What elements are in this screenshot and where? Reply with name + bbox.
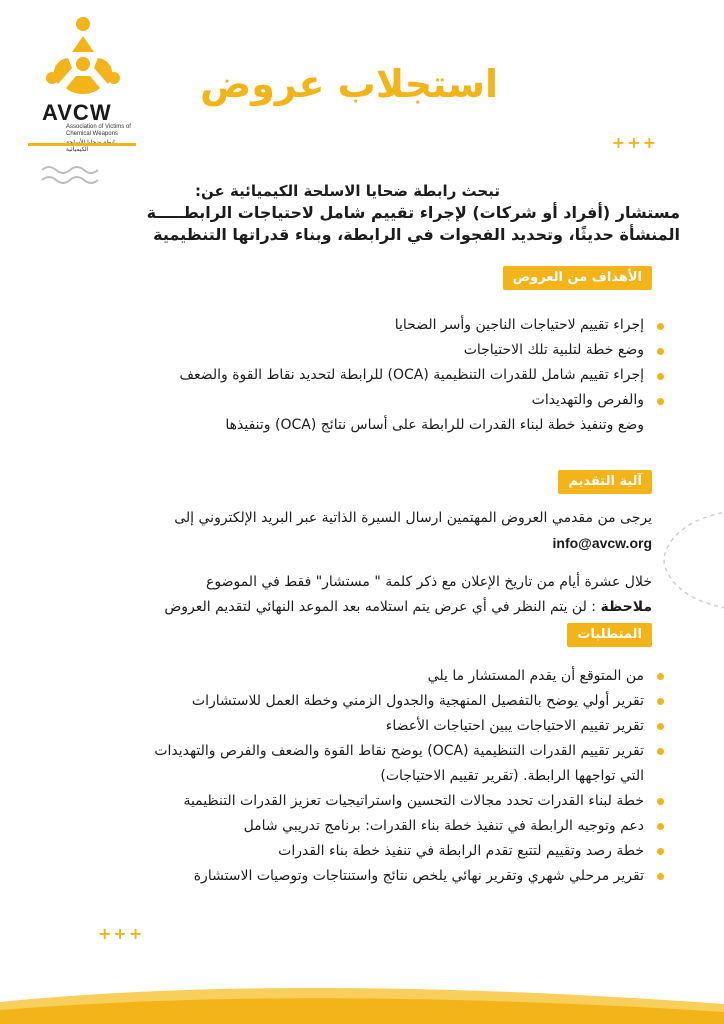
bullet-icon (657, 873, 664, 880)
bullet-icon (657, 848, 664, 855)
requirement-text: تقرير تقييم الاحتياجات يبين احتياجات الأعضاء (385, 718, 644, 734)
bullet-icon (657, 398, 664, 405)
goal-text: إجراء تقييم لاحتياجات الناجين وأسر الضحايا (394, 317, 644, 333)
requirement-text: تقرير مرحلي شهري وتقرير نهائي يلخص نتائج واستنتاجات وتوصيات الاستشارة (193, 868, 644, 884)
requirement-text: خطة لبناء القدرات تحدد مجالات التحسين واستراتيجيات تعزيز القدرات التنظيمية (183, 793, 644, 809)
goal-text: وضع خطة لتلبية تلك الاحتياجات (463, 342, 644, 358)
note-label: ملاحظة (600, 599, 652, 615)
email-link[interactable]: info@avcw.org (552, 535, 652, 551)
list-item (46, 739, 666, 764)
logo-brand: AVCW (42, 100, 112, 125)
bullet-icon (657, 323, 664, 330)
list-item (66, 413, 666, 438)
page-title: استجلاب عروض (200, 62, 498, 106)
goals-list (66, 313, 666, 438)
list-item (46, 789, 666, 814)
list-item (46, 864, 666, 889)
list-item (66, 363, 666, 388)
requirement-text: تقرير أولي يوضح بالتفصيل المنهجية والجدول الزمني وخطة العمل للاستشارات (191, 693, 644, 709)
goal-text: إجراء تقييم شامل للقدرات التنظيمية (OCA) للرابطة لتحديد نقاط القوة والضعف (179, 367, 644, 383)
bullet-icon (657, 373, 664, 380)
intro-line-3: المنشأة حديثًا، وتحديد الفجوات في الرابطة، وبناء قدراتها التنظيمية (153, 225, 680, 244)
bullet-icon (657, 348, 664, 355)
list-item (46, 664, 666, 689)
bullet-icon (657, 673, 664, 680)
bullet-icon (657, 698, 664, 705)
requirement-text: تقرير تقييم القدرات التنظيمية (OCA) يوضح نقاط القوة والضعف والفرص والتهديدات (154, 743, 644, 759)
plus-decoration-bottom: +++ (98, 924, 145, 943)
trefoil-logo-icon (44, 16, 122, 98)
list-item (46, 689, 666, 714)
goal-text: وضع وتنفيذ خطة لبناء القدرات للرابطة على أساس نتائج (OCA) وتنفيذها (225, 417, 644, 433)
apply-heading: آلية التقديم (558, 470, 652, 494)
dashed-arc-decoration-icon (644, 505, 724, 615)
footer-wave-decoration-icon (0, 964, 724, 1024)
bullet-icon (657, 748, 664, 755)
logo-subtitle-arabic: الكيميائية (66, 146, 89, 153)
note-text: : لن يتم النظر في أي عرض يتم استلامه بعد الموعد النهائي لتقديم العروض (164, 599, 601, 615)
list-item (66, 388, 666, 413)
list-item (66, 338, 666, 363)
apply-line-2: خلال عشرة أيام من تاريخ الإعلان مع ذكر كلمة " مستشار" فقط في الموضوع (206, 574, 652, 590)
bullet-icon (657, 723, 664, 730)
apply-note (52, 595, 652, 620)
bullet-icon (657, 823, 664, 830)
requirement-text: خطة رصد وتقييم لتتبع تقدم الرابطة في تنفيذ خطة بناء القدرات (278, 843, 644, 859)
intro-block (60, 180, 680, 246)
goal-text: والفرص والتهديدات (531, 392, 644, 408)
goals-heading: الأهداف من العروض (503, 266, 652, 290)
list-item (46, 839, 666, 864)
intro-line-2: مستشار (أفراد أو شركات) لإجراء تقييم شامل لاحتياجات الرابطـــــة (146, 203, 680, 222)
plus-decoration-top: +++ (611, 133, 658, 152)
list-item (46, 714, 666, 739)
requirement-text: التي تواجهها الرابطة. (تقرير تقييم الاحتياجات) (380, 768, 644, 784)
intro-line-1: تبحث رابطة ضحايا الاسلحة الكيميائية عن: (195, 182, 500, 200)
avcw-logo (28, 12, 138, 153)
list-item (66, 313, 666, 338)
list-item (46, 814, 666, 839)
apply-line-1: يرجى من مقدمي العروض المهتمين ارسال السيرة الذاتية عبر البريد الإلكتروني إلى (174, 510, 652, 526)
requirements-heading: المتطلبات (567, 623, 652, 647)
apply-block (52, 506, 652, 620)
list-item (46, 764, 666, 789)
requirements-list (46, 664, 666, 889)
bullet-icon (657, 798, 664, 805)
requirement-text: من المتوقع أن يقدم المستشار ما يلي (427, 668, 644, 684)
logo-subtitle: Association of Victims of Chemical Weapons (66, 124, 131, 137)
logo-underline (28, 143, 136, 146)
requirement-text: دعم وتوجيه الرابطة في تنفيذ خطة بناء القدرات: برنامج تدريبي شامل (243, 818, 644, 834)
